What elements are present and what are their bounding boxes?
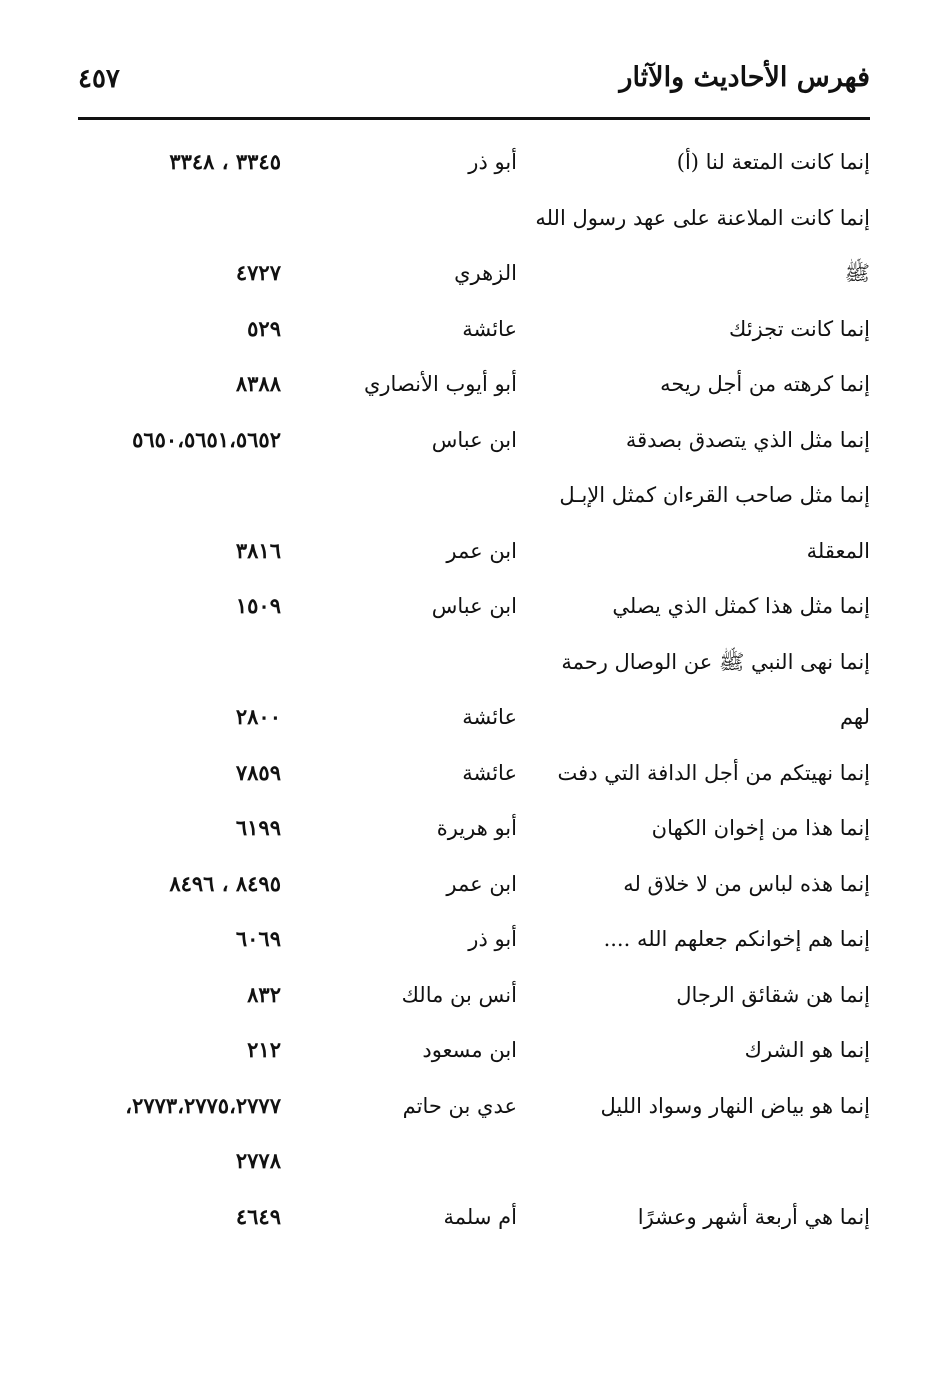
hadith-numbers: ٦١٩٩ xyxy=(235,815,281,840)
index-entry xyxy=(0,690,932,746)
narrator: عائشة xyxy=(462,705,517,729)
index-entry xyxy=(0,801,932,857)
hadith-numbers: ٣٣٤٥ ، ٣٣٤٨ xyxy=(169,149,281,174)
index-entry xyxy=(0,524,932,580)
index-entry xyxy=(0,1079,932,1135)
hadith-text: إنما نهيتكم من أجل الدافة التي دفت xyxy=(557,760,870,785)
hadith-text: إنما هي أربعة أشهر وعشرًا xyxy=(637,1204,870,1229)
hadith-numbers: ٨٣٢ xyxy=(247,981,281,1007)
narrator: أبو هريرة xyxy=(436,816,517,840)
hadith-numbers: ٧٨٥٩ xyxy=(235,759,281,785)
index-entry xyxy=(0,191,932,247)
hadith-text: إنما هن شقائق الرجال xyxy=(676,982,870,1007)
index-entry xyxy=(0,468,932,524)
hadith-text: إنما كانت الملاعنة على عهد رسول الله xyxy=(535,205,870,230)
hadith-numbers: ٤٧٢٧ xyxy=(235,260,281,285)
hadith-numbers: ٣٨١٦ xyxy=(235,537,281,563)
hadith-text: إنما كرهته من أجل ريحه xyxy=(660,372,870,396)
index-entry xyxy=(0,635,932,691)
hadith-text: إنما مثل الذي يتصدق بصدقة xyxy=(625,427,870,452)
index-entry xyxy=(0,135,932,191)
index-entry xyxy=(0,912,932,968)
hadith-numbers: ٦٠٦٩ xyxy=(235,926,281,951)
hadith-numbers: ٢٨٠٠ xyxy=(235,704,281,729)
index-entry xyxy=(0,1190,932,1246)
index-entry xyxy=(0,1023,932,1079)
header-divider xyxy=(78,117,870,120)
hadith-text: إنما نهى النبي ﷺ عن الوصال رحمة xyxy=(561,649,870,674)
hadith-numbers: ٢٧٧٣،٢٧٧٥،٢٧٧٧، xyxy=(125,1092,281,1118)
narrator: عدي بن حاتم xyxy=(402,1093,517,1118)
narrator: أنس بن مالك xyxy=(401,982,517,1007)
narrator: ابن عباس xyxy=(431,594,517,618)
hadith-text: إنما هو الشرك xyxy=(744,1038,870,1062)
page-header xyxy=(0,0,932,120)
hadith-text: إنما مثل صاحب القرءان كمثل الإبـل xyxy=(559,483,870,507)
index-entries xyxy=(0,135,932,1245)
index-entry xyxy=(0,302,932,358)
hadith-numbers: ٨٣٨٨ xyxy=(235,371,281,396)
index-entry xyxy=(0,1134,932,1190)
narrator: أبو ذر xyxy=(468,927,517,951)
hadith-text: المعقلة xyxy=(806,538,870,563)
index-entry xyxy=(0,746,932,802)
index-entry xyxy=(0,968,932,1024)
page-number: ٤٥٧ xyxy=(78,64,120,94)
hadith-text: إنما هو بياض النهار وسواد الليل xyxy=(600,1093,870,1118)
hadith-text: إنما كانت تجزئك xyxy=(729,316,870,341)
hadith-numbers: ٤٦٤٩ xyxy=(235,1203,281,1229)
index-entry xyxy=(0,579,932,635)
hadith-text: إنما هذه لباس من لا خلاق له xyxy=(623,871,870,896)
narrator: الزهري xyxy=(454,261,517,285)
hadith-text: إنما كانت المتعة لنا (أ) xyxy=(676,150,870,174)
narrator: ابن عمر xyxy=(446,538,517,563)
narrator: ابن عباس xyxy=(431,427,517,452)
hadith-text: إنما هذا من إخوان الكهان xyxy=(651,816,870,840)
hadith-numbers: ٥٦٥٠،٥٦٥١،٥٦٥٢ xyxy=(132,426,281,452)
narrator: ابن مسعود xyxy=(422,1038,517,1062)
narrator: عائشة xyxy=(462,760,517,785)
hadith-text: ﷺ xyxy=(844,261,870,285)
narrator: أبو ذر xyxy=(468,150,517,174)
index-entry xyxy=(0,246,932,302)
hadith-text: لهم xyxy=(839,705,870,729)
hadith-numbers: ١٥٠٩ xyxy=(235,593,281,618)
hadith-numbers: ٢١٢ xyxy=(247,1037,281,1062)
index-entry xyxy=(0,857,932,913)
index-entry xyxy=(0,357,932,413)
hadith-numbers: ٥٢٩ xyxy=(247,315,281,341)
hadith-numbers: ٨٤٩٥ ، ٨٤٩٦ xyxy=(169,870,281,896)
hadith-text: إنما مثل هذا كمثل الذي يصلي xyxy=(612,594,870,618)
page-title: فهرس الأحاديث والآثار xyxy=(619,62,870,93)
narrator: أم سلمة xyxy=(443,1204,517,1229)
narrator: عائشة xyxy=(462,316,517,341)
narrator: ابن عمر xyxy=(446,871,517,896)
narrator: أبو أيوب الأنصاري xyxy=(363,372,517,396)
hadith-text: إنما هم إخوانكم جعلهم الله .... xyxy=(603,927,870,951)
hadith-numbers: ٢٧٧٨ xyxy=(235,1148,281,1173)
index-entry xyxy=(0,413,932,469)
